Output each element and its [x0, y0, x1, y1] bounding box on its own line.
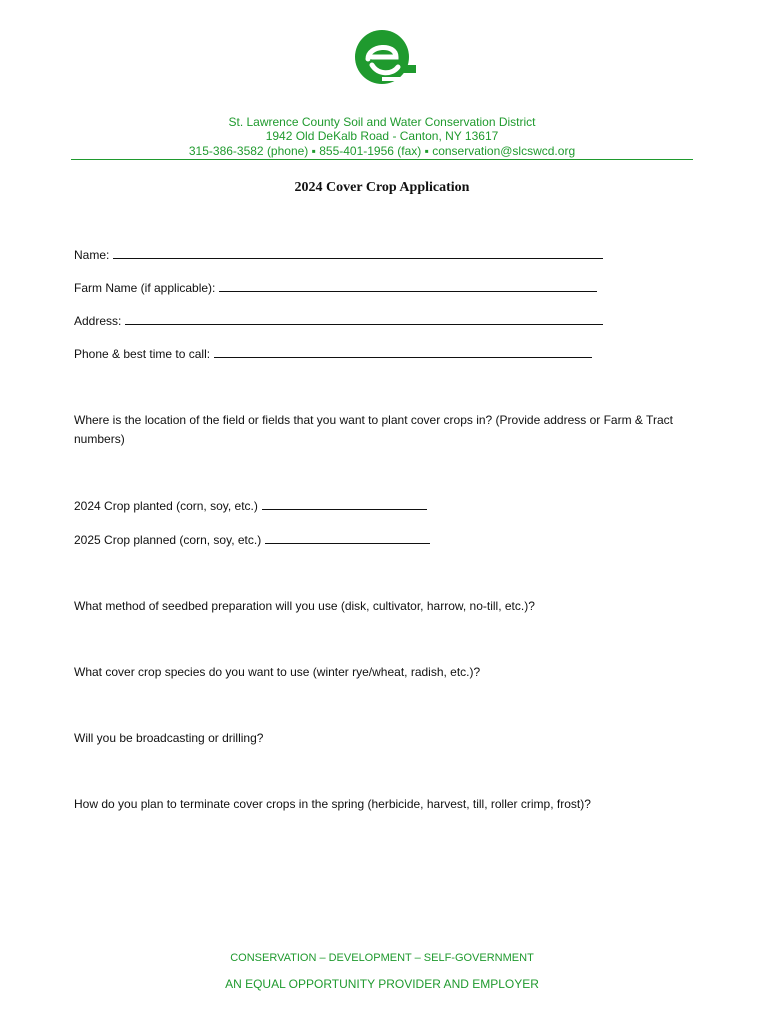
broadcast-question: Will you be broadcasting or drilling? — [74, 731, 264, 745]
org-contact: 315-386-3582 (phone) ▪ 855-401-1956 (fax) ▪ conservation@slcswcd.org — [188, 144, 576, 158]
name-field[interactable] — [113, 246, 603, 259]
farm-name-field[interactable] — [219, 279, 597, 292]
crop-2025-field[interactable] — [265, 531, 430, 544]
species-question: What cover crop species do you want to use (winter rye/wheat, radish, etc.)? — [74, 665, 481, 679]
crop-2025-row — [74, 531, 430, 550]
district-logo-icon — [352, 25, 420, 89]
footer-motto: CONSERVATION – DEVELOPMENT – SELF-GOVERNMENT — [230, 952, 534, 964]
seedbed-question: What method of seedbed preparation will you use (disk, cultivator, harrow, no-till, etc.)? — [74, 599, 535, 613]
phone-row — [74, 345, 592, 364]
address-row — [74, 312, 603, 331]
org-address: 1942 Old DeKalb Road - Canton, NY 13617 — [265, 129, 499, 143]
footer-equal-opportunity: AN EQUAL OPPORTUNITY PROVIDER AND EMPLOYER — [225, 977, 539, 991]
phone-label: Phone & best time to call: — [74, 347, 211, 361]
page-title: 2024 Cover Crop Application — [294, 180, 470, 195]
name-row — [74, 246, 603, 265]
name-label: Name: — [74, 248, 110, 262]
crop-2025-label: 2025 Crop planned (corn, soy, etc.) — [74, 533, 262, 547]
location-question: Where is the location of the field or fields that you want to plant cover crops in? (Provide address or Farm & Tract numbers) — [74, 413, 673, 446]
org-name: St. Lawrence County Soil and Water Conservation District — [228, 115, 536, 129]
farm-name-row — [74, 279, 597, 298]
header-divider — [71, 159, 693, 160]
address-field[interactable] — [125, 312, 603, 325]
terminate-question: How do you plan to terminate cover crops in the spring (herbicide, harvest, till, roller crimp, frost)? — [74, 797, 591, 811]
crop-2024-label: 2024 Crop planted (corn, soy, etc.) — [74, 499, 258, 513]
phone-field[interactable] — [214, 345, 592, 358]
crop-2024-field[interactable] — [262, 497, 427, 510]
address-label: Address: — [74, 314, 122, 328]
crop-2024-row — [74, 497, 427, 516]
farm-name-label: Farm Name (if applicable): — [74, 281, 216, 295]
